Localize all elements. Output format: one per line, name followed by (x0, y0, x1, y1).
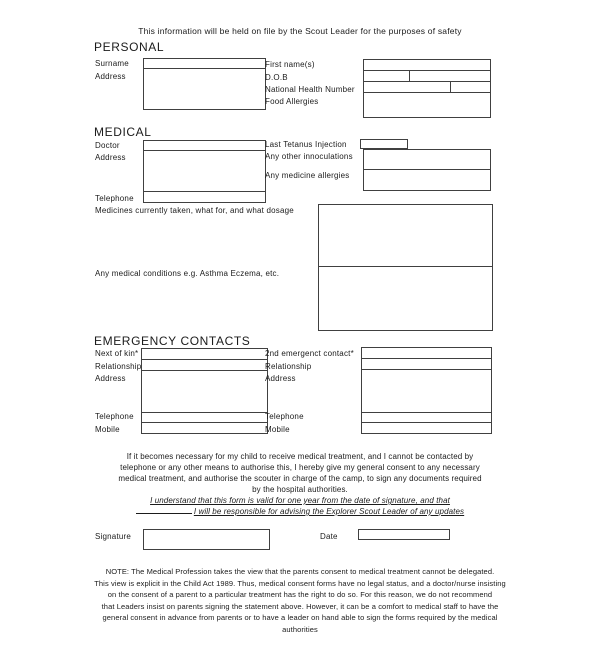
doctor-field[interactable] (144, 141, 265, 151)
second-contact-label: 2nd emergenct contact* (265, 349, 354, 358)
declaration-text: I will be responsible for advising the Explorer Scout Leader of any updates (193, 507, 465, 516)
consent-paragraph (90, 451, 510, 517)
food-allergies-field[interactable] (364, 93, 490, 117)
emergency-right-table (361, 347, 492, 434)
note-line: that Leaders insist on parents signing the statement above. However, it can be a comfort to medical staff to have the (101, 601, 499, 611)
consent-line: telephone or any other means to authorise this, I hereby give my general consent to any necessary (120, 463, 480, 472)
second-telephone-label: Telephone (265, 412, 304, 421)
second-relationship-field[interactable] (362, 359, 491, 370)
signature-label: Signature (95, 532, 132, 541)
innoculations-label: Any other innoculations (265, 152, 353, 161)
emergency-heading: EMERGENCY CONTACTS (94, 334, 251, 348)
doctor-address-label: Address (95, 153, 126, 162)
medicines-field[interactable] (319, 205, 492, 267)
personal-right-table (363, 59, 491, 118)
conditions-label: Any medical conditions e.g. Asthma Eczema, etc. (95, 269, 280, 278)
conditions-field[interactable] (319, 267, 492, 330)
intro-line: This information will be held on file by the Scout Leader for the purposes of safety (138, 26, 462, 36)
second-mobile-label: Mobile (265, 425, 290, 434)
medicine-allergies-field[interactable] (363, 169, 491, 191)
next-of-kin-field[interactable] (142, 349, 267, 360)
consent-line: by the hospital authorities. (252, 485, 348, 494)
note-line: authorities (282, 624, 318, 634)
first-names-label: First name(s) (265, 60, 315, 69)
food-allergies-label: Food Allergies (265, 97, 319, 106)
medicines-label: Medicines currently taken, what for, and what dosage (95, 206, 294, 215)
second-relationship-label: Relationship (265, 362, 312, 371)
declaration-line (90, 506, 510, 517)
note-line: general consent in advance from parents or to have a leader on hand able to sign the forms required by the medical (102, 613, 498, 622)
second-mobile-field[interactable] (362, 423, 491, 433)
note-line: This view is explicit in the Child Act 1989. Thus, medical consent forms have no legal status, and a doctor/nurse insisting (94, 578, 506, 588)
first-names-field[interactable] (364, 60, 490, 71)
blank-underline (136, 506, 192, 514)
next-of-kin-label: Next of kin* (95, 349, 139, 358)
note-line: on the consent of a parent to a particular treatment has the right to do so. For this reason, we do not recommend (107, 590, 493, 599)
note-line: NOTE: The Medical Profession takes the view that the parents consent to medical treatment cannot be delegated. (105, 567, 495, 576)
second-contact-field[interactable] (362, 348, 491, 359)
surname-field[interactable] (144, 59, 265, 69)
dob-label: D.O.B (265, 73, 288, 82)
signature-field[interactable] (143, 529, 270, 550)
kin-relationship-field[interactable] (142, 360, 267, 371)
consent-line: If it becomes necessary for my child to receive medical treatment, and I cannot be contacted by (126, 452, 474, 461)
kin-address-field[interactable] (142, 371, 267, 413)
personal-address-label: Address (95, 72, 126, 81)
tetanus-label: Last Tetanus Injection (265, 140, 347, 149)
personal-heading: PERSONAL (94, 40, 165, 54)
kin-telephone-label: Telephone (95, 412, 134, 421)
kin-address-label: Address (95, 374, 126, 383)
kin-relationship-label: Relationship (95, 362, 142, 371)
doctor-address-field[interactable] (144, 151, 265, 192)
doctor-telephone-label: Telephone (95, 194, 134, 203)
consent-line: medical treatment, and authorise the scouter in charge of the camp, to sign any documents required (118, 474, 482, 483)
kin-mobile-field[interactable] (142, 423, 267, 433)
date-label: Date (320, 532, 338, 541)
nhs-number-label: National Health Number (265, 85, 355, 94)
emergency-left-table (141, 348, 268, 434)
tetanus-field[interactable] (360, 139, 408, 149)
field-divider (450, 82, 451, 92)
field-divider (409, 71, 410, 81)
medical-heading: MEDICAL (94, 125, 152, 139)
kin-telephone-field[interactable] (142, 413, 267, 423)
second-address-field[interactable] (362, 370, 491, 413)
declaration-line (90, 495, 510, 506)
doctor-label: Doctor (95, 141, 120, 150)
declaration-text: I understand that this form is valid for one year from the date of signature, and that (150, 496, 450, 505)
medical-notes-table (318, 204, 493, 331)
innoculations-field[interactable] (363, 149, 491, 170)
dob-field[interactable] (364, 71, 490, 82)
nhs-number-field[interactable] (364, 82, 490, 93)
date-field[interactable] (358, 529, 450, 540)
medicine-allergies-label: Any medicine allergies (265, 171, 350, 180)
medical-left-table (143, 140, 266, 203)
second-address-label: Address (265, 374, 296, 383)
personal-address-field[interactable] (144, 69, 265, 109)
surname-label: Surname (95, 59, 129, 68)
personal-left-table (143, 58, 266, 110)
note-paragraph (90, 566, 510, 635)
kin-mobile-label: Mobile (95, 425, 120, 434)
doctor-telephone-field[interactable] (144, 192, 265, 202)
second-telephone-field[interactable] (362, 413, 491, 423)
